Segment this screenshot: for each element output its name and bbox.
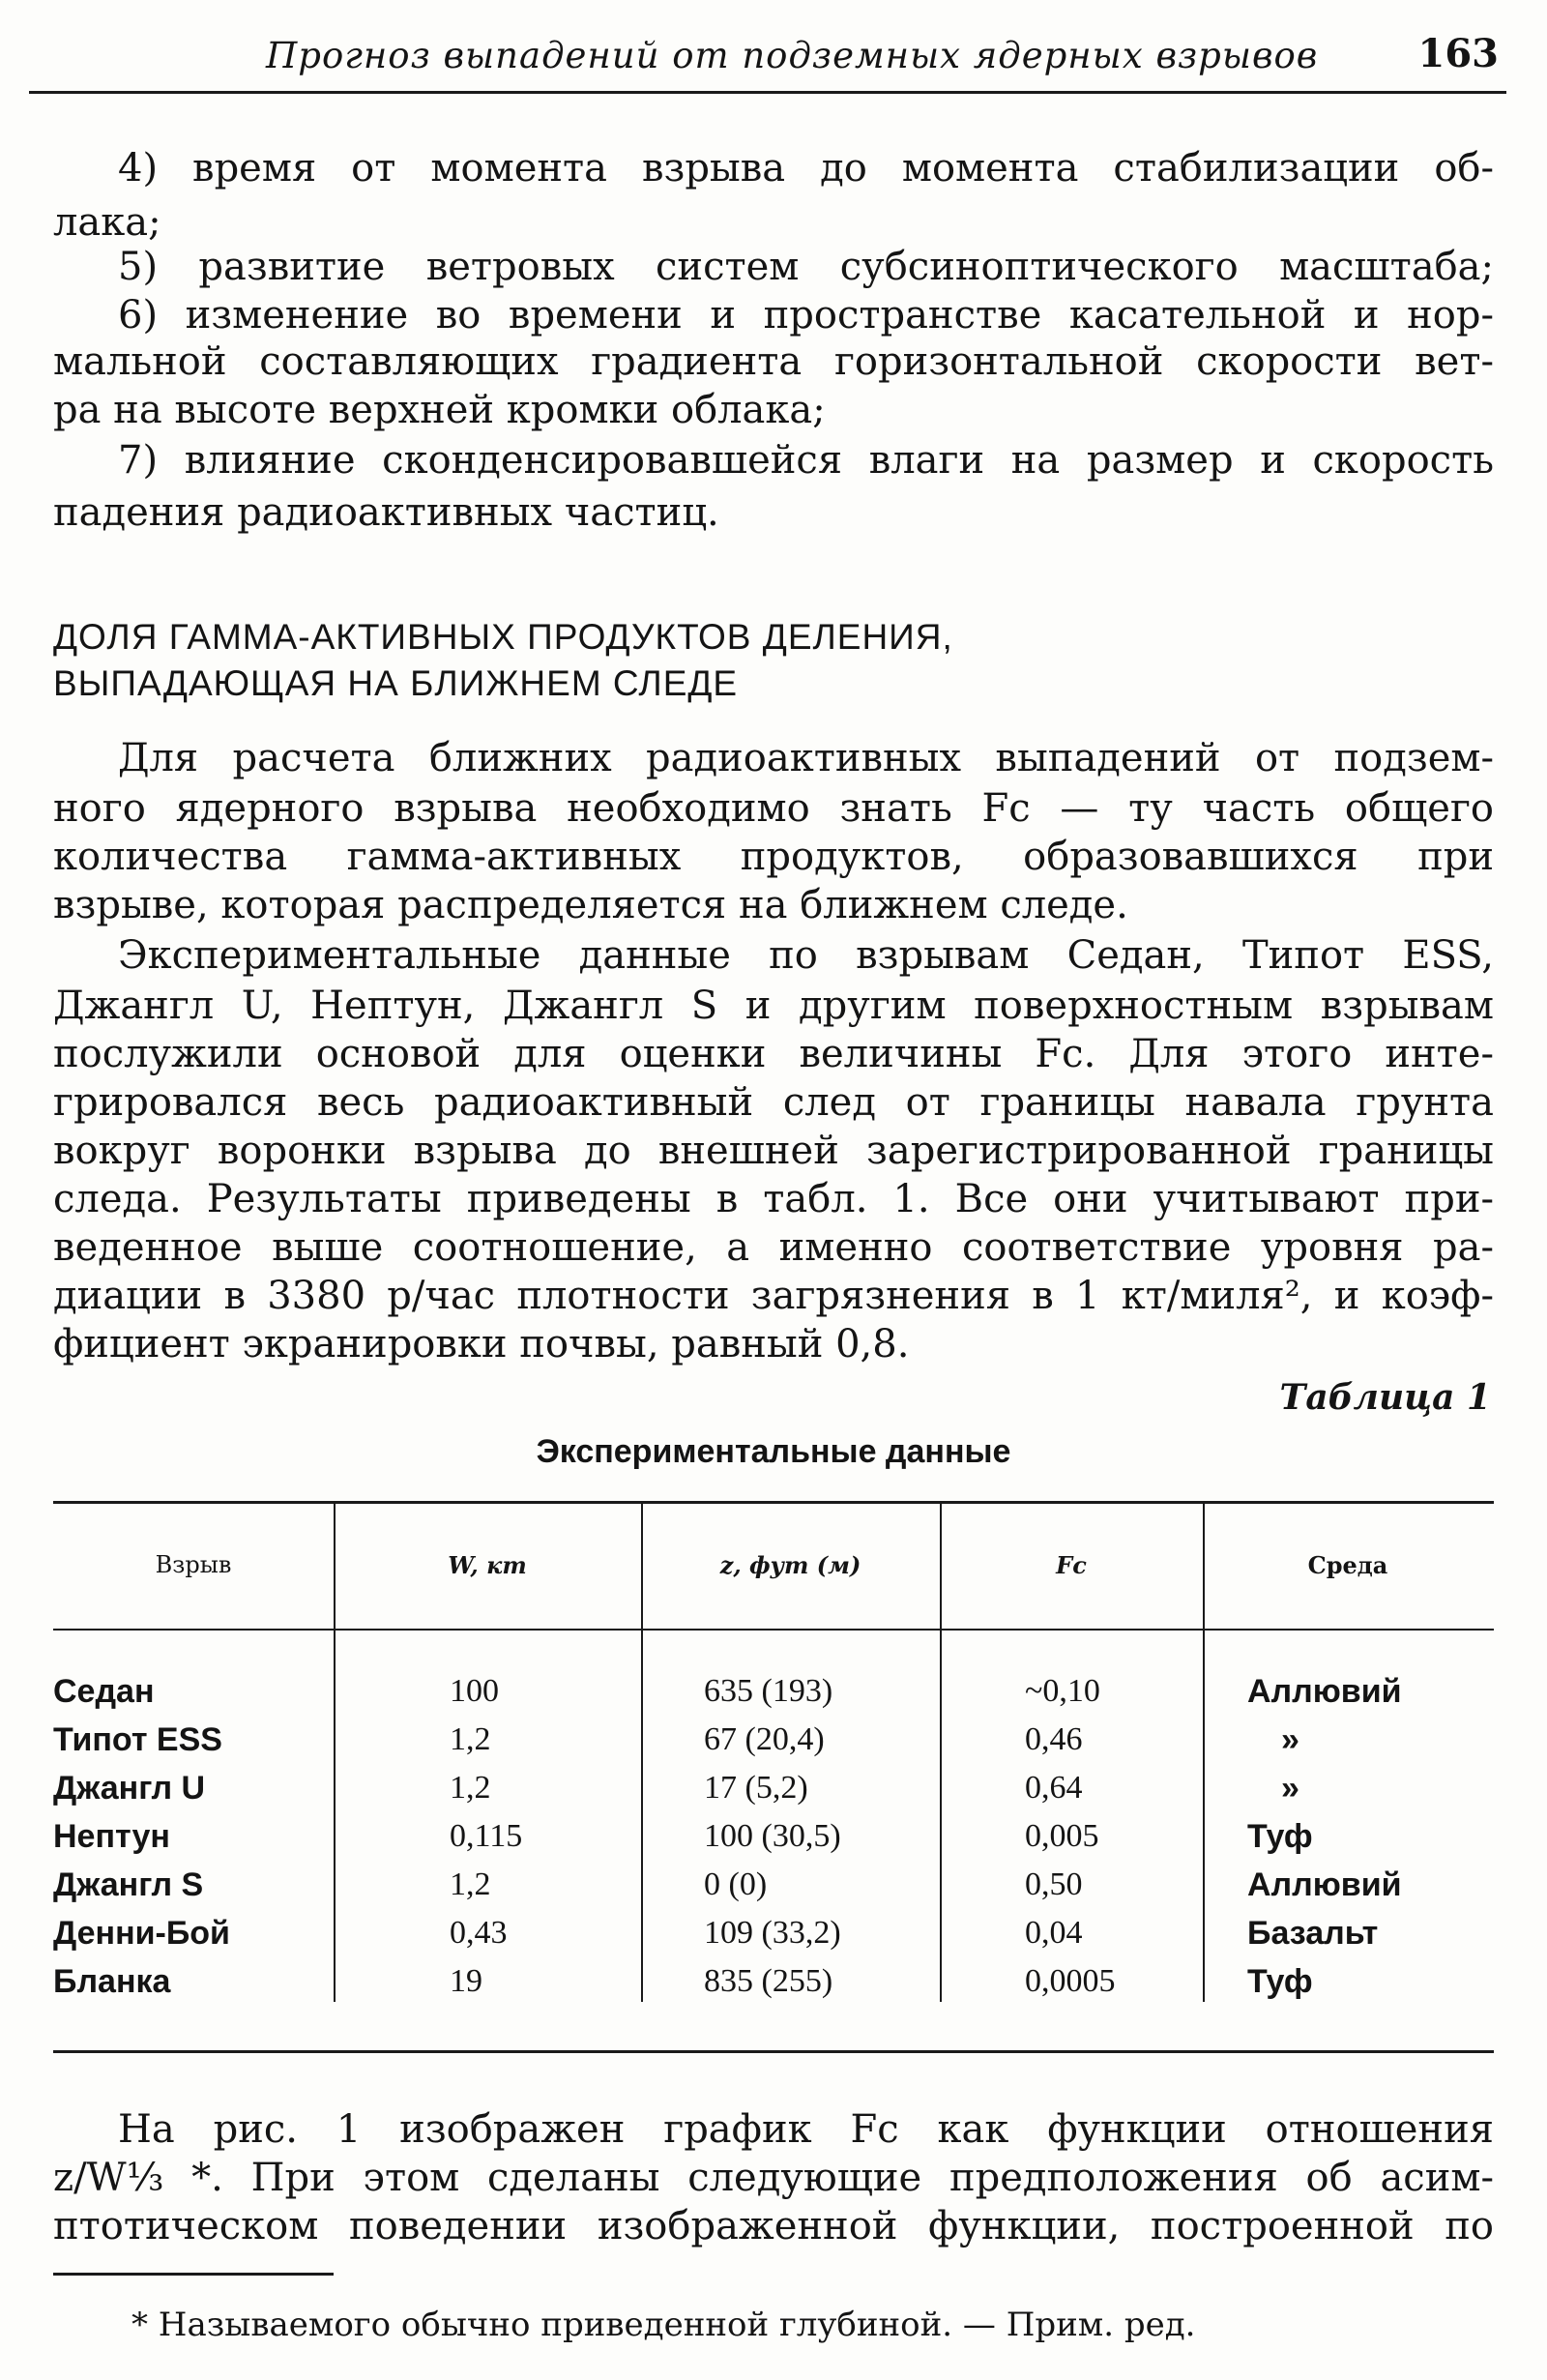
cell-depth: 100 (30,5) xyxy=(704,1818,841,1854)
cell-yield: 0,115 xyxy=(450,1818,523,1854)
cell-explosion: Бланка xyxy=(53,1963,171,2000)
paragraph-line: послужили основой для оценки величины Fc. Для этого инте- xyxy=(53,1032,1494,1076)
column-header-depth: z, фут (м) xyxy=(719,1551,861,1579)
cell-medium: » xyxy=(1281,1770,1299,1807)
list-line: ра на высоте верхней кромки облака; xyxy=(53,388,826,432)
cell-medium: Базальт xyxy=(1247,1915,1379,1952)
paragraph-line: Джангл U, Нептун, Джангл S и другим поверхностным взрывам xyxy=(53,984,1494,1028)
cell-medium: Аллювий xyxy=(1247,1866,1402,1903)
list-line: 7) влияние сконденсировавшейся влаги на размер и скорость xyxy=(118,438,1494,483)
paragraph-line: z/W⅓ *. При этом сделаны следующие предположения об асим- xyxy=(53,2156,1494,2200)
table-title: Экспериментальные данные xyxy=(536,1433,1011,1470)
paragraph-line: грировался весь радиоактивный след от границы навала грунта xyxy=(53,1080,1494,1125)
cell-fc: ~0,10 xyxy=(1025,1673,1100,1709)
cell-fc: 0,0005 xyxy=(1025,1963,1116,1999)
column-header-yield: W, кт xyxy=(448,1551,527,1579)
column-header-explosion: Взрыв xyxy=(155,1551,232,1578)
paragraph-line: взрыве, которая распределяется на ближнем следе. xyxy=(53,883,1128,927)
cell-explosion: Денни-Бой xyxy=(53,1915,230,1952)
footnote-rule xyxy=(53,2273,334,2276)
cell-depth: 0 (0) xyxy=(704,1866,768,1902)
list-line: 5) развитие ветровых систем субсиноптического масштаба; xyxy=(118,245,1494,289)
page-number: 163 xyxy=(1417,31,1499,76)
paragraph-line: птотическом поведении изображенной функции, построенной по xyxy=(53,2204,1494,2248)
cell-depth: 635 (193) xyxy=(704,1673,833,1709)
cell-fc: 0,50 xyxy=(1025,1866,1083,1902)
cell-medium: Туф xyxy=(1247,1963,1313,2000)
cell-explosion: Нептун xyxy=(53,1818,170,1855)
cell-explosion: Седан xyxy=(53,1673,155,1710)
cell-depth: 835 (255) xyxy=(704,1963,833,1999)
cell-yield: 1,2 xyxy=(450,1770,491,1806)
cell-explosion: Джангл U xyxy=(53,1770,206,1807)
cell-explosion: Джангл S xyxy=(53,1866,204,1903)
cell-fc: 0,64 xyxy=(1025,1770,1083,1806)
paragraph-line: следа. Результаты приведены в табл. 1. Все они учитывают при- xyxy=(53,1177,1494,1221)
cell-medium: Туф xyxy=(1247,1818,1313,1855)
table-caption: Таблица 1 xyxy=(1279,1377,1491,1418)
paragraph-line: диации в 3380 р/час плотности загрязнения в 1 кт/миля², и коэф- xyxy=(53,1274,1494,1318)
cell-yield: 100 xyxy=(450,1673,499,1709)
paragraph-line: ного ядерного взрыва необходимо знать Fc — ту часть общего xyxy=(53,786,1494,831)
cell-medium: Аллювий xyxy=(1247,1673,1402,1710)
running-title: Прогноз выпадений от подземных ядерных взрывов xyxy=(266,35,1319,76)
paragraph-line: На рис. 1 изображен график Fc как функции отношения xyxy=(118,2107,1494,2152)
cell-yield: 1,2 xyxy=(450,1866,491,1902)
paragraph-line: количества гамма-активных продуктов, образовавшихся при xyxy=(53,835,1494,879)
paragraph-line: веденное выше соотношение, а именно соответствие уровня ра- xyxy=(53,1225,1494,1270)
paragraph-line: Экспериментальные данные по взрывам Седан, Типот ESS, xyxy=(118,933,1494,978)
list-line: 4) время от момента взрыва до момента стабилизации об- xyxy=(118,146,1494,191)
paragraph-line: вокруг воронки взрыва до внешней зарегистрированной границы xyxy=(53,1129,1494,1173)
cell-depth: 109 (33,2) xyxy=(704,1915,841,1951)
cell-fc: 0,005 xyxy=(1025,1818,1099,1854)
cell-medium: » xyxy=(1281,1721,1299,1758)
running-header xyxy=(29,17,1506,75)
section-title-line: ВЫПАДАЮЩАЯ НА БЛИЖНЕМ СЛЕДЕ xyxy=(53,663,739,703)
footnote: * Называемого обычно приведенной глубиной. — Прим. ред. xyxy=(131,2306,1196,2344)
paragraph-line: Для расчета ближних радиоактивных выпадений от подзем- xyxy=(118,736,1494,780)
list-line: падения радиоактивных частиц. xyxy=(53,490,719,535)
table-header-rule xyxy=(53,1629,1494,1631)
cell-yield: 1,2 xyxy=(450,1721,491,1757)
cell-yield: 0,43 xyxy=(450,1915,508,1951)
table-top-rule xyxy=(53,1501,1494,1504)
cell-explosion: Типот ESS xyxy=(53,1721,222,1758)
cell-depth: 17 (5,2) xyxy=(704,1770,808,1806)
column-header-medium: Среда xyxy=(1307,1551,1388,1579)
cell-depth: 67 (20,4) xyxy=(704,1721,825,1757)
list-line: мальной составляющих градиента горизонтальной скорости вет- xyxy=(53,339,1494,384)
column-header-fc: Fc xyxy=(1056,1551,1087,1579)
section-title-line: ДОЛЯ ГАММА-АКТИВНЫХ ПРОДУКТОВ ДЕЛЕНИЯ, xyxy=(53,617,953,657)
cell-yield: 19 xyxy=(450,1963,482,1999)
cell-fc: 0,04 xyxy=(1025,1915,1083,1951)
cell-fc: 0,46 xyxy=(1025,1721,1083,1757)
list-line: 6) изменение во времени и пространстве касательной и нор- xyxy=(118,293,1494,338)
table-bottom-rule xyxy=(53,2050,1494,2053)
paragraph-line: фициент экранировки почвы, равный 0,8. xyxy=(53,1322,910,1366)
list-line: лака; xyxy=(53,200,161,245)
header-rule xyxy=(29,91,1506,94)
